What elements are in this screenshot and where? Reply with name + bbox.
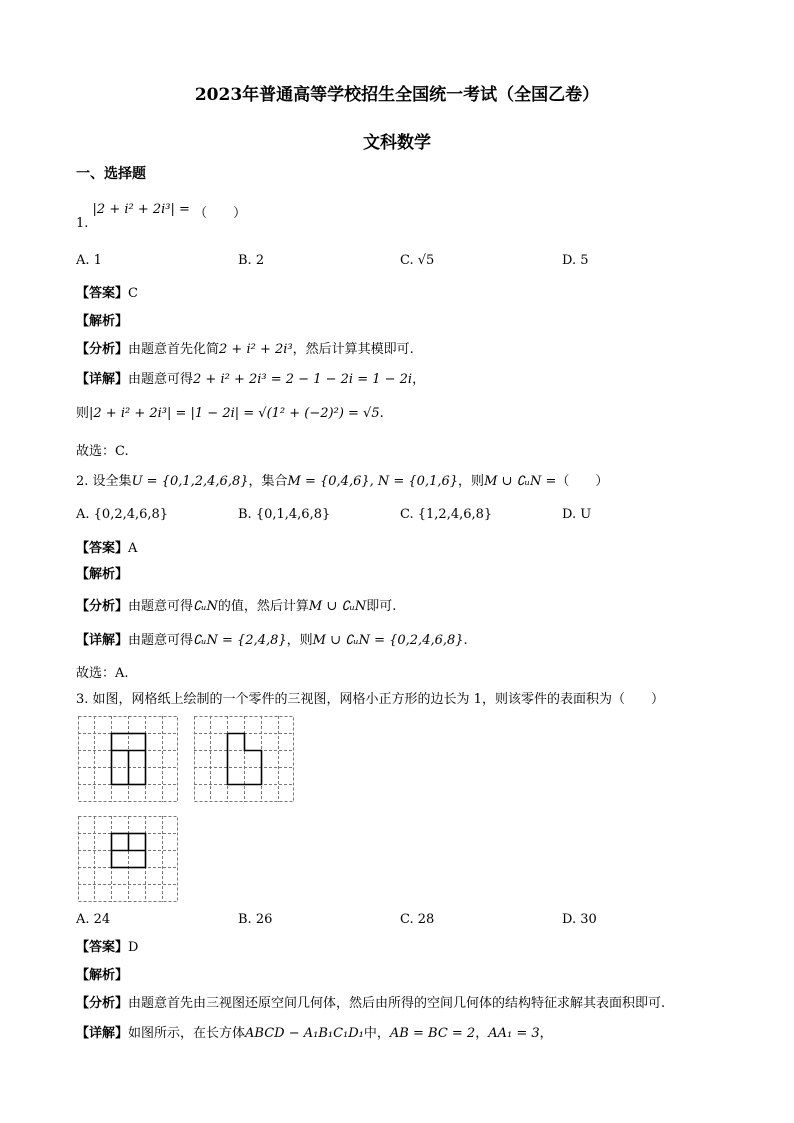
q1-paren: （ ） xyxy=(194,206,247,221)
q3-detail-tag: 【详解】 xyxy=(76,1026,129,1041)
q3-fenxi-tag: 【分析】 xyxy=(76,996,129,1011)
q2-answer-value: A xyxy=(128,541,138,556)
q1-analysis-tag: 【解析】 xyxy=(76,314,129,329)
q1-fenxi-expr: 2 + i² + 2i³ xyxy=(219,342,293,357)
q3-option-d: D. 30 xyxy=(562,912,597,927)
page-title: 2023年普通高等学校招生全国统一考试（全国乙卷） xyxy=(194,85,600,105)
q2-analysis-tag: 【解析】 xyxy=(76,567,129,582)
q3-detail-text2: 中， xyxy=(363,1026,390,1041)
q1-option-d: D. 5 xyxy=(562,253,589,268)
q1-choose: 故选：C. xyxy=(76,444,129,459)
q2-fenxi-tag: 【分析】 xyxy=(76,599,129,614)
q2-text3: ，则 xyxy=(458,474,485,489)
q3-option-a: A. 24 xyxy=(76,912,111,927)
section-heading: 一、选择题 xyxy=(76,166,146,182)
q1-detail-expr: 2 + i² + 2i³ = 2 − 1 − 2i = 1 − 2i xyxy=(193,372,413,387)
q3-answer-tag: 【答案】 xyxy=(76,940,129,955)
q1-fenxi-text1: 由题意首先化简 xyxy=(128,342,220,357)
q2-fenxi-text3: 即可. xyxy=(366,599,397,614)
q2-option-a: A. {0,2,4,6,8} xyxy=(76,507,169,522)
q1-number: 1. xyxy=(76,216,89,231)
q3-detail-text3: ， xyxy=(475,1026,489,1041)
top-view-figure xyxy=(78,816,178,902)
q2-answer xyxy=(76,537,137,556)
q3-detail-expr3: AA₁ = 3 xyxy=(488,1026,540,1041)
q3-text: 如图，网格纸上绘制的一个零件的三视图，网格小正方形的边长为 1，则该零件的表面积为（ ） xyxy=(92,692,664,707)
q3-answer xyxy=(76,936,138,955)
q2-text2: ，集合 xyxy=(248,474,288,489)
q3-detail-expr2: AB = BC = 2 xyxy=(389,1026,476,1041)
q2-answer-tag: 【答案】 xyxy=(76,541,129,556)
q2-detail-expr1: ∁ᵤN = {2,4,8} xyxy=(193,633,287,648)
q2-detail-text1: 由题意可得 xyxy=(128,633,194,648)
q2-detail-end: . xyxy=(463,633,468,648)
q3-detail xyxy=(76,1022,553,1041)
front-view-figure xyxy=(78,716,178,802)
q2-option-d: D. U xyxy=(562,507,592,522)
q3-answer-value: D xyxy=(128,940,139,955)
q3-analysis-tag: 【解析】 xyxy=(76,968,129,983)
q1-option-a: A. 1 xyxy=(76,253,102,268)
q2-option-c: C. {1,2,4,6,8} xyxy=(400,507,493,522)
q2-fenxi xyxy=(76,595,396,614)
q2-fenxi-text2: 的值，然后计算 xyxy=(217,599,309,614)
q1-answer xyxy=(76,282,138,301)
q2-expr3: M ∪ ∁ᵤN = xyxy=(484,474,557,489)
q2-fenxi-text1: 由题意可得 xyxy=(128,599,194,614)
q2-detail-expr2: M ∪ ∁ᵤN = {0,2,4,6,8} xyxy=(312,633,464,648)
q2-expr1: U = {0,1,2,4,6,8} xyxy=(131,474,249,489)
q1-option-c: C. √5 xyxy=(400,253,435,268)
q1-detail-tag: 【详解】 xyxy=(76,372,129,387)
q3-detail-expr1: ABCD − A₁B₁C₁D₁ xyxy=(245,1026,364,1041)
q2-fenxi-expr2: M ∪ ∁ᵤN xyxy=(308,599,367,614)
q1-detail-end: ， xyxy=(412,372,426,387)
q1-detail-text: 由题意可得 xyxy=(128,372,194,387)
q1-fenxi xyxy=(76,338,414,357)
q3-fenxi xyxy=(76,992,665,1011)
q2-number: 2. xyxy=(76,474,89,489)
page-subtitle: 文科数学 xyxy=(363,133,431,153)
q3-option-c: C. 28 xyxy=(400,912,435,927)
q1-then-text: 则 xyxy=(76,406,90,421)
q1-detail xyxy=(76,368,425,387)
q3-detail-end: ， xyxy=(539,1026,553,1041)
q2-text1: 设全集 xyxy=(92,474,132,489)
q3-fenxi-text: 由题意首先由三视图还原空间几何体，然后由所得的空间几何体的结构特征求解其表面积即可. xyxy=(128,996,666,1011)
q1-stem xyxy=(76,202,247,231)
q2-stem xyxy=(76,470,608,489)
q3-number: 3. xyxy=(76,692,89,707)
q1-then-end: . xyxy=(379,406,384,421)
q1-expression: |2 + i² + 2i³| = xyxy=(92,202,190,217)
q1-then-expr: |2 + i² + 2i³| = |1 − 2i| = √(1² + (−2)²) = √5 xyxy=(89,406,380,421)
q1-answer-tag: 【答案】 xyxy=(76,286,129,301)
q3-option-b: B. 26 xyxy=(238,912,273,927)
q1-fenxi-text2: ，然后计算其模即可. xyxy=(292,342,414,357)
q1-fenxi-tag: 【分析】 xyxy=(76,342,129,357)
q2-detail-text2: ，则 xyxy=(286,633,313,648)
q1-answer-value: C xyxy=(128,286,138,301)
q2-fenxi-expr1: ∁ᵤN xyxy=(193,599,218,614)
q2-detail xyxy=(76,629,468,648)
q1-then xyxy=(76,402,384,421)
q3-stem xyxy=(76,688,664,707)
q2-expr2: M = {0,4,6}, N = {0,1,6} xyxy=(287,474,459,489)
q2-detail-tag: 【详解】 xyxy=(76,633,129,648)
q2-paren: （ ） xyxy=(556,474,609,489)
q3-detail-text1: 如图所示，在长方体 xyxy=(128,1026,246,1041)
q2-choose: 故选：A. xyxy=(76,666,129,681)
side-view-figure xyxy=(194,716,294,802)
q2-option-b: B. {0,1,4,6,8} xyxy=(238,507,331,522)
q1-option-b: B. 2 xyxy=(238,253,265,268)
